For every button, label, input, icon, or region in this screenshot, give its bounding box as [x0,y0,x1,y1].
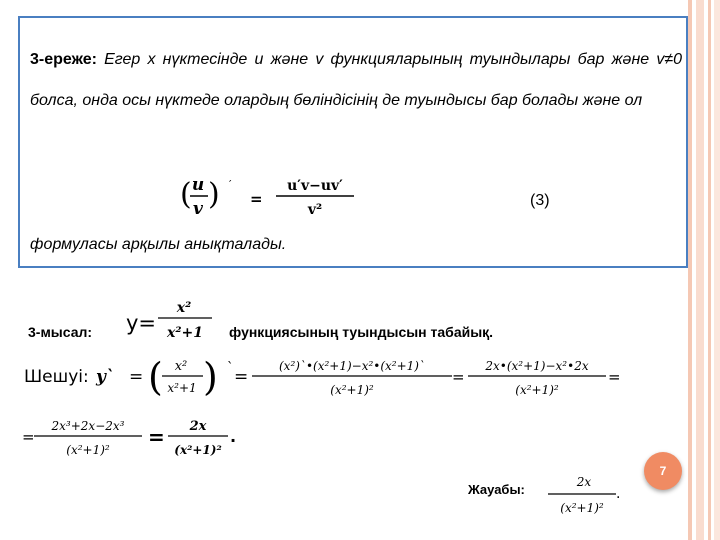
solution-yprime: y` [96,367,115,387]
solution-eq-5: = [22,428,35,446]
step3-num: 2x³+2x−2x³ [51,419,125,433]
equation-number: (3) [530,192,550,209]
solution-eq-6: = [148,425,165,449]
step4-den: (x²+1)² [174,443,222,457]
page-number-badge: 7 [644,452,682,490]
answer-dot: . [616,486,621,502]
solution-label: Шешуі: [24,367,89,387]
left-paren: ( [180,177,192,212]
formula-lhs-num: u [191,175,205,195]
function-num: x² [176,300,192,316]
formula-rhs-den: v² [307,202,323,218]
rule-label: 3-ереже: [30,51,97,68]
paren-right: ) [203,355,218,399]
stripe [696,0,704,540]
step3-den: (x²+1)² [66,443,110,457]
example-task: функциясының туындысын табайық. [229,324,494,340]
example-function [120,290,220,352]
step2-den: (x²+1)² [515,383,559,397]
stripe [714,0,720,540]
solution-eq-1: = [129,367,144,387]
stripe [708,0,711,540]
decorative-stripes [688,0,720,540]
formula-rhs-num: u′v−uv′ [287,178,343,194]
solution-line-1 [0,348,630,408]
rule-body: Егер x нүктесінде u және v функцияларының туындылары бар және v≠0 болса, онда осы нүктеде олардың бөліндісінің де туындысы бар болады және ол [30,51,682,109]
solution-eq-3: = [452,368,465,386]
step1-den: (x²+1)² [330,383,374,397]
rule-footer: формуласы арқылы анықталады. [30,236,287,253]
frac1-num: x² [174,359,188,374]
rule-text [30,40,682,121]
step4-num: 2x [189,419,207,434]
quotient-formula [170,168,370,224]
formula-eq: = [250,190,263,208]
formula-prime: ′ [229,178,232,191]
solution-line-2 [0,410,260,468]
answer-num: 2x [576,475,592,489]
step2-num: 2x•(x²+1)−x²•2x [485,359,589,373]
function-den: x²+1 [167,325,203,341]
function-lhs: y= [126,311,157,335]
answer-label: Жауабы: [468,482,525,497]
solution-eq-2: = [234,367,249,387]
answer-den: (x²+1)² [560,501,604,515]
formula-lhs-den: v [193,199,203,219]
solution-eq-4: = [608,368,621,386]
right-paren: ) [208,177,220,212]
paren-left: ( [148,355,163,399]
answer-formula [540,468,630,522]
stripe [688,0,692,540]
step1-num: (x²)`•(x²+1)−x²•(x²+1)` [279,359,425,373]
prime-mark: ` [227,361,234,376]
example-label: 3-мысал: [28,324,93,340]
rule-box [18,16,688,268]
frac1-den: x²+1 [167,381,197,395]
solution-dot: . [230,427,237,446]
